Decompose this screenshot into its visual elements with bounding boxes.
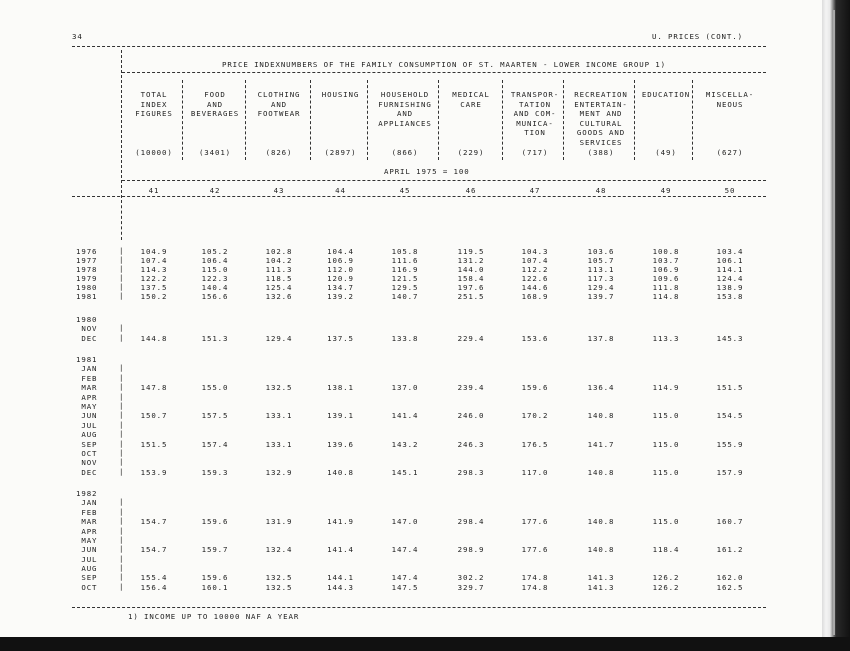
column-header-line: CLOTHING [257,90,301,99]
table-cell: 104.2 [265,256,293,265]
table-cell: 137.5 [327,334,354,343]
column-header-line: GOODS AND [576,128,626,137]
table-cell: 106.9 [652,265,680,274]
table-cell: 132.4 [265,545,293,554]
code-rule [122,180,766,181]
table-cell: 174.8 [521,583,549,592]
row-label: JAN [76,364,98,373]
row-border: | [119,255,124,264]
row-label: OCT [76,583,98,592]
table-cell: 144.1 [327,573,354,582]
row-label: JUL [76,555,98,564]
row-label: JAN [76,498,98,507]
column-header-line: TRANSPOR- [510,90,560,99]
row-border: | [119,526,124,535]
row-border: | [119,323,124,332]
table-cell: 115.0 [652,517,680,526]
footnote: 1) INCOME UP TO 10000 NAF A YEAR [128,612,300,621]
column-header-line: INDEX [140,99,168,109]
column-code: 45 [399,186,411,195]
row-label: NOV [76,458,98,467]
column-header-line: HOUSEHOLD [380,90,430,99]
table-cell: 112.2 [521,265,549,274]
table-cell: 126.2 [652,573,680,582]
row-label: 1978 [76,265,98,274]
column-header-line: FIGURES [135,109,173,118]
row-border: | [119,497,124,506]
column-divider [310,80,311,160]
table-cell: 138.1 [327,383,354,392]
column-header-line: FOOTWEAR [257,109,301,118]
column-divider [563,80,564,160]
column-code: 47 [529,186,541,195]
table-cell: 140.7 [391,292,419,301]
table-cell: 104.9 [140,247,168,256]
column-header-line: MUNICA- [516,118,554,128]
table-cell: 154.5 [716,411,744,420]
row-label: MAR [76,517,98,526]
table-cell: 155.9 [716,440,744,449]
column-code: 50 [724,186,736,195]
row-border: | [119,333,124,342]
column-header-line: AND COM- [513,109,557,118]
base-period: APRIL 1975 = 100 [384,167,470,176]
row-label: 1981 [76,355,98,364]
table-cell: 117.0 [521,468,549,477]
row-border: | [119,563,124,572]
table-cell: 139.7 [587,292,615,301]
table-cell: 177.6 [521,545,549,554]
left-border-2 [121,200,122,240]
table-cell: 132.5 [265,573,293,582]
row-label: NOV [76,324,98,333]
table-cell: 140.8 [587,411,615,420]
table-cell: 105.7 [587,256,615,265]
row-label: 1980 [76,315,98,324]
column-code: 42 [209,186,221,195]
table-cell: 153.6 [521,334,549,343]
table-cell: 105.2 [201,247,229,256]
table-cell: 298.9 [457,545,485,554]
table-cell: 144.8 [140,334,168,343]
table-cell: 115.0 [652,411,680,420]
table-cell: 126.2 [652,583,680,592]
bottom-rule [72,607,766,608]
row-border: | [119,439,124,448]
table-cell: 162.0 [716,573,744,582]
row-border: | [119,410,124,419]
table-cell: 298.3 [457,468,485,477]
column-weight: (388) [587,148,615,157]
table-cell: 141.4 [391,411,419,420]
column-header-line: TOTAL [140,90,168,99]
table-cell: 106.9 [327,256,354,265]
table-cell: 118.4 [652,545,680,554]
row-border: | [119,363,124,372]
column-header-line: MEDICAL [452,90,490,99]
title-rule [122,72,766,73]
column-weight: (10000) [135,148,173,157]
table-cell: 132.6 [265,292,293,301]
column-divider [438,80,439,160]
table-cell: 153.9 [140,468,168,477]
table-cell: 155.0 [201,383,229,392]
table-cell: 162.5 [716,583,744,592]
table-cell: 114.3 [140,265,168,274]
row-border: | [119,554,124,563]
row-border: | [119,291,124,300]
table-cell: 139.2 [327,292,354,301]
column-header-line: FURNISHING [378,99,432,109]
column-code: 48 [595,186,607,195]
table-cell: 144.3 [327,583,354,592]
table-cell: 159.6 [521,383,549,392]
table-cell: 140.8 [587,545,615,554]
table-cell: 131.2 [457,256,485,265]
row-label: SEP [76,573,98,582]
table-cell: 329.7 [457,583,485,592]
table-cell: 144.6 [521,283,549,292]
table-cell: 170.2 [521,411,549,420]
table-cell: 133.8 [391,334,419,343]
row-border: | [119,382,124,391]
table-cell: 129.5 [391,283,419,292]
row-label: MAR [76,383,98,392]
table-cell: 154.7 [140,517,168,526]
table-cell: 140.4 [201,283,229,292]
row-label: 1980 [76,283,98,292]
column-header-line: FOOD [204,90,226,99]
table-cell: 176.5 [521,440,549,449]
table-cell: 115.0 [652,468,680,477]
table-cell: 137.5 [140,283,168,292]
table-cell: 107.4 [521,256,549,265]
table-cell: 133.1 [265,440,293,449]
row-border: | [119,516,124,525]
column-code: 43 [273,186,285,195]
table-cell: 145.3 [716,334,744,343]
column-header-line: HOUSING [321,90,360,99]
column-header-line: ENTERTAIN- [574,99,628,109]
table-cell: 136.4 [587,383,615,392]
table-cell: 129.4 [265,334,293,343]
table-cell: 122.2 [140,274,168,283]
table-cell: 137.8 [587,334,615,343]
table-cell: 145.1 [391,468,419,477]
table-cell: 111.3 [265,265,293,274]
row-label: JUN [76,545,98,554]
column-weight: (717) [521,148,549,157]
row-border: | [119,401,124,410]
row-border: | [119,392,124,401]
row-label: 1977 [76,256,98,265]
table-cell: 141.7 [587,440,615,449]
table-cell: 141.3 [587,573,615,582]
table-cell: 117.3 [587,274,615,283]
column-divider [502,80,503,160]
column-divider [367,80,368,160]
column-header-line: TION [524,128,546,137]
table-cell: 147.8 [140,383,168,392]
table-cell: 161.2 [716,545,744,554]
table-cell: 151.5 [140,440,168,449]
row-border: | [119,264,124,273]
table-cell: 105.8 [391,247,419,256]
table-cell: 102.8 [265,247,293,256]
table-cell: 141.3 [587,583,615,592]
table-cell: 239.4 [457,383,485,392]
column-weight: (2897) [324,148,357,157]
table-cell: 107.4 [140,256,168,265]
column-header-line: AND [270,99,288,109]
row-label: FEB [76,374,98,383]
table-cell: 103.4 [716,247,744,256]
column-divider [245,80,246,160]
table-cell: 132.5 [265,583,293,592]
column-header-line: TATION [518,99,552,109]
table-cell: 134.7 [327,283,354,292]
table-cell: 125.4 [265,283,293,292]
column-header-line: SERVICES [579,137,623,147]
column-divider [182,80,183,160]
page-number: 34 [72,32,83,41]
table-cell: 147.0 [391,517,419,526]
row-border: | [119,246,124,255]
table-cell: 144.0 [457,265,485,274]
row-label: APR [76,527,98,536]
table-cell: 115.0 [201,265,229,274]
table-cell: 132.9 [265,468,293,477]
table-cell: 113.1 [587,265,615,274]
table-cell: 159.3 [201,468,229,477]
table-cell: 229.4 [457,334,485,343]
table-cell: 157.4 [201,440,229,449]
table-cell: 156.4 [140,583,168,592]
row-label: APR [76,393,98,402]
table-cell: 197.6 [457,283,485,292]
table-cell: 147.4 [391,573,419,582]
table-cell: 143.2 [391,440,419,449]
row-label: MAY [76,402,98,411]
table-cell: 131.9 [265,517,293,526]
column-header-line: RECREATION [574,90,628,99]
top-rule [72,46,766,47]
table-cell: 153.8 [716,292,744,301]
table-cell: 156.6 [201,292,229,301]
row-border: | [119,467,124,476]
column-header-line: NEOUS [716,99,744,109]
row-label: 1982 [76,489,98,498]
table-cell: 177.6 [521,517,549,526]
table-cell: 157.9 [716,468,744,477]
column-code: 46 [465,186,477,195]
binding-line [833,10,835,635]
row-label: SEP [76,440,98,449]
table-cell: 122.3 [201,274,229,283]
column-header-line: AND [396,109,414,118]
table-cell: 112.0 [327,265,354,274]
row-label: FEB [76,508,98,517]
table-cell: 118.5 [265,274,293,283]
table-cell: 129.4 [587,283,615,292]
table-cell: 119.5 [457,247,485,256]
row-label: 1976 [76,247,98,256]
table-cell: 116.9 [391,265,419,274]
row-label: AUG [76,564,98,573]
table-cell: 141.4 [327,545,354,554]
column-weight: (229) [457,148,485,157]
table-cell: 103.6 [587,247,615,256]
row-border: | [119,420,124,429]
table-cell: 155.4 [140,573,168,582]
table-cell: 133.1 [265,411,293,420]
table-title: PRICE INDEXNUMBERS OF THE FAMILY CONSUMPTION OF ST. MAARTEN - LOWER INCOME GROUP 1) [221,60,666,69]
table-cell: 106.1 [716,256,744,265]
column-header-line: BEVERAGES [190,109,240,118]
table-cell: 109.6 [652,274,680,283]
column-header-line: AND [206,99,224,109]
table-cell: 150.2 [140,292,168,301]
table-cell: 124.4 [716,274,744,283]
table-cell: 100.8 [652,247,680,256]
table-cell: 157.5 [201,411,229,420]
row-label: JUN [76,411,98,420]
column-header-line: EDUCATION [641,90,691,99]
table-cell: 246.0 [457,411,485,420]
row-border: | [119,544,124,553]
table-cell: 115.0 [652,440,680,449]
row-border: | [119,448,124,457]
row-label: JUL [76,421,98,430]
row-border: | [119,282,124,291]
table-cell: 141.9 [327,517,354,526]
table-cell: 139.6 [327,440,354,449]
table-cell: 103.7 [652,256,680,265]
column-weight: (627) [716,148,744,157]
table-cell: 122.6 [521,274,549,283]
table-cell: 114.8 [652,292,680,301]
page-edge [822,0,850,651]
table-cell: 132.5 [265,383,293,392]
table-cell: 120.9 [327,274,354,283]
row-border: | [119,273,124,282]
row-label: AUG [76,430,98,439]
column-header-line: CULTURAL [579,118,623,128]
table-cell: 168.9 [521,292,549,301]
column-header-line: APPLIANCES [378,118,432,128]
header-bottom-rule [72,196,766,197]
table-cell: 298.4 [457,517,485,526]
row-label: 1979 [76,274,98,283]
column-weight: (826) [265,148,293,157]
table-cell: 104.4 [327,247,354,256]
table-cell: 246.3 [457,440,485,449]
table-cell: 104.3 [521,247,549,256]
column-header-line: MISCELLA- [705,90,755,99]
table-cell: 114.1 [716,265,744,274]
table-cell: 139.1 [327,411,354,420]
row-label: DEC [76,468,98,477]
column-divider [692,80,693,160]
table-cell: 158.4 [457,274,485,283]
table-cell: 251.5 [457,292,485,301]
column-header-line: CARE [460,99,482,109]
table-cell: 147.4 [391,545,419,554]
table-cell: 114.9 [652,383,680,392]
table-cell: 138.9 [716,283,744,292]
table-cell: 159.7 [201,545,229,554]
row-border: | [119,373,124,382]
left-border [121,50,122,198]
table-cell: 111.6 [391,256,419,265]
column-code: 49 [660,186,672,195]
scan-border [0,637,850,651]
row-border: | [119,535,124,544]
table-cell: 151.5 [716,383,744,392]
table-cell: 111.8 [652,283,680,292]
row-border: | [119,507,124,516]
column-divider [634,80,635,160]
table-cell: 151.3 [201,334,229,343]
table-cell: 159.6 [201,517,229,526]
table-cell: 140.8 [587,517,615,526]
row-label: 1981 [76,292,98,301]
row-border: | [119,429,124,438]
row-label: OCT [76,449,98,458]
table-cell: 302.2 [457,573,485,582]
table-cell: 113.3 [652,334,680,343]
section-title: U. PRICES (CONT.) [652,32,743,41]
table-cell: 154.7 [140,545,168,554]
column-code: 44 [335,186,346,195]
column-header-line: MENT AND [579,109,623,118]
table-cell: 137.0 [391,383,419,392]
row-border: | [119,457,124,466]
table-cell: 159.6 [201,573,229,582]
column-weight: (3401) [198,148,232,157]
row-border: | [119,582,124,591]
table-cell: 140.8 [587,468,615,477]
table-cell: 140.8 [327,468,354,477]
row-label: DEC [76,334,98,343]
column-weight: (49) [655,148,677,157]
table-cell: 174.8 [521,573,549,582]
column-code: 41 [148,186,160,195]
table-cell: 147.5 [391,583,419,592]
table-cell: 160.1 [201,583,229,592]
column-weight: (866) [391,148,419,157]
row-label: MAY [76,536,98,545]
row-border: | [119,572,124,581]
table-cell: 121.5 [391,274,419,283]
table-cell: 160.7 [716,517,744,526]
table-cell: 106.4 [201,256,229,265]
table-cell: 150.7 [140,411,168,420]
